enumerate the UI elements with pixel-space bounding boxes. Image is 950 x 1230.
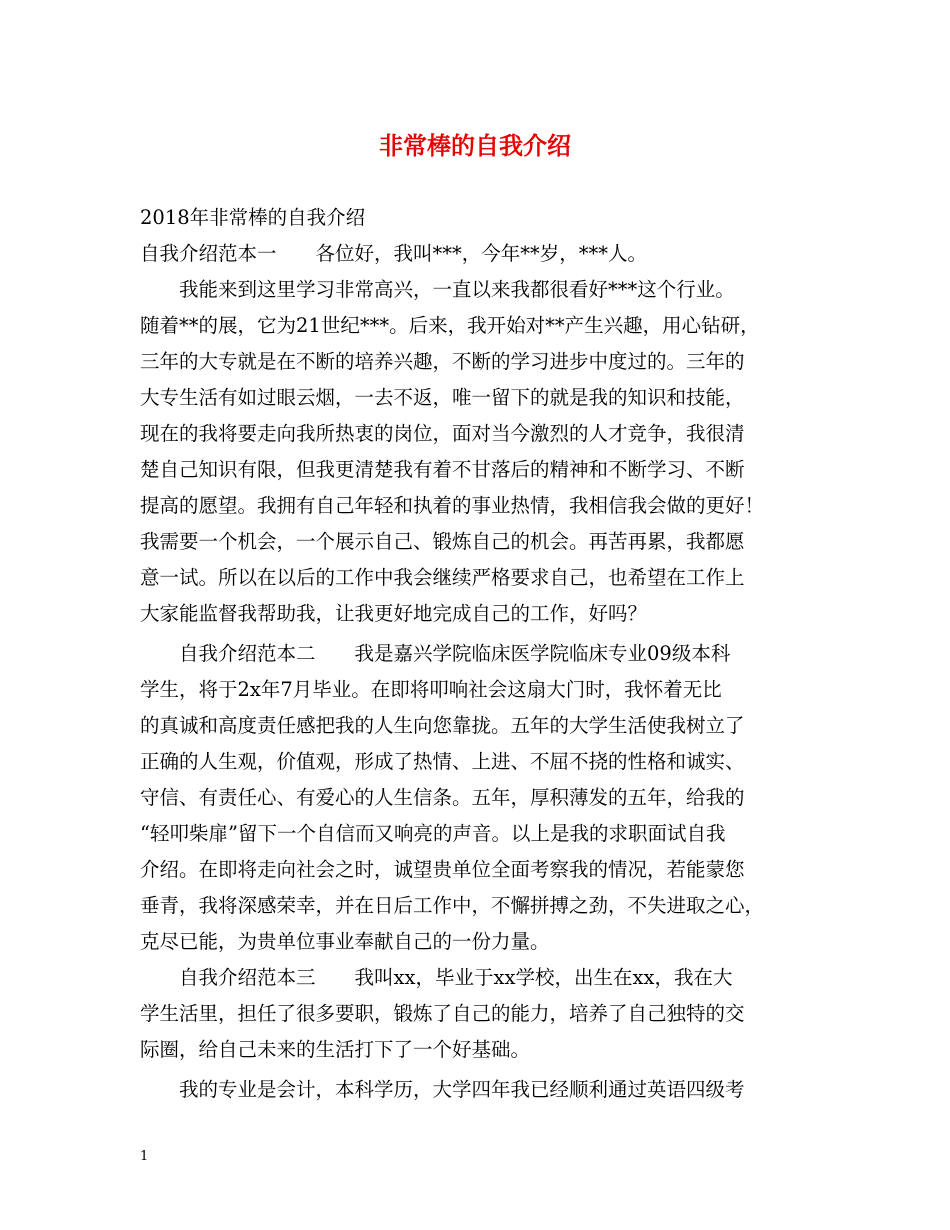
- body-line: 我需要一个机会，一个展示自己、锻炼自己的机会。再苦再累，我都愿: [140, 530, 745, 553]
- body-line: 自我介绍范本一 各位好，我叫***，今年**岁，***人。: [140, 242, 648, 265]
- body-line: 我的专业是会计，本科学历，大学四年我已经顺利通过英语四级考: [140, 1078, 745, 1101]
- body-line: 意一试。所以在以后的工作中我会继续严格要求自己，也希望在工作上: [140, 566, 745, 589]
- body-line: 楚自己知识有限，但我更清楚我有着不甘落后的精神和不断学习、不断: [140, 458, 745, 481]
- body-line: 学生活里，担任了很多要职，锻炼了自己的能力，培养了自己独特的交: [140, 1002, 745, 1025]
- body-line: 现在的我将要走向我所热衷的岗位，面对当今激烈的人才竞争，我很清: [140, 422, 745, 445]
- body-line: 我能来到这里学习非常高兴，一直以来我都很看好***这个行业。: [140, 278, 735, 301]
- body-line: 自我介绍范本二 我是嘉兴学院临床医学院临床专业09级本科: [140, 642, 731, 665]
- body-line: 际圈，给自己未来的生活打下了一个好基础。: [140, 1038, 531, 1061]
- body-line: 随着**的展，它为21世纪***。后来，我开始对**产生兴趣，用心钻研，: [140, 314, 760, 337]
- body-line: 守信、有责任心、有爱心的人生信条。五年，厚积薄发的五年，给我的: [140, 786, 745, 809]
- body-line: 克尽已能，为贵单位事业奉献自己的一份力量。: [140, 930, 550, 953]
- body-line: 提高的愿望。我拥有自己年轻和执着的事业热情，我相信我会做的更好！: [140, 494, 765, 517]
- document-title: 非常棒的自我介绍: [379, 131, 571, 160]
- body-line: 学生，将于2x年7月毕业。在即将叩响社会这扇大门时，我怀着无比: [140, 678, 722, 701]
- body-line: 的真诚和高度责任感把我的人生向您靠拢。五年的大学生活使我树立了: [140, 714, 745, 737]
- page-number: 1: [140, 1149, 149, 1164]
- body-line: 介绍。在即将走向社会之时，诚望贵单位全面考察我的情况，若能蒙您: [140, 858, 745, 881]
- body-line: 三年的大专就是在不断的培养兴趣，不断的学习进步中度过的。三年的: [140, 350, 745, 373]
- body-line: 大专生活有如过眼云烟，一去不返，唯一留下的就是我的知识和技能，: [140, 386, 745, 409]
- body-line: 大家能监督我帮助我，让我更好地完成自己的工作，好吗？: [140, 602, 648, 625]
- body-line: 自我介绍范本三 我叫xx，毕业于xx学校，出生在xx，我在大: [140, 966, 733, 989]
- body-line: 正确的人生观，价值观，形成了热情、上进、不屈不挠的性格和诚实、: [140, 750, 745, 773]
- body-line: “轻叩柴扉”留下一个自信而又响亮的声音。以上是我的求职面试自我: [140, 822, 726, 845]
- body-line: 2018年非常棒的自我介绍: [140, 206, 366, 229]
- body-line: 垂青，我将深感荣幸，并在日后工作中，不懈拼搏之劲，不失进取之心，: [140, 894, 765, 917]
